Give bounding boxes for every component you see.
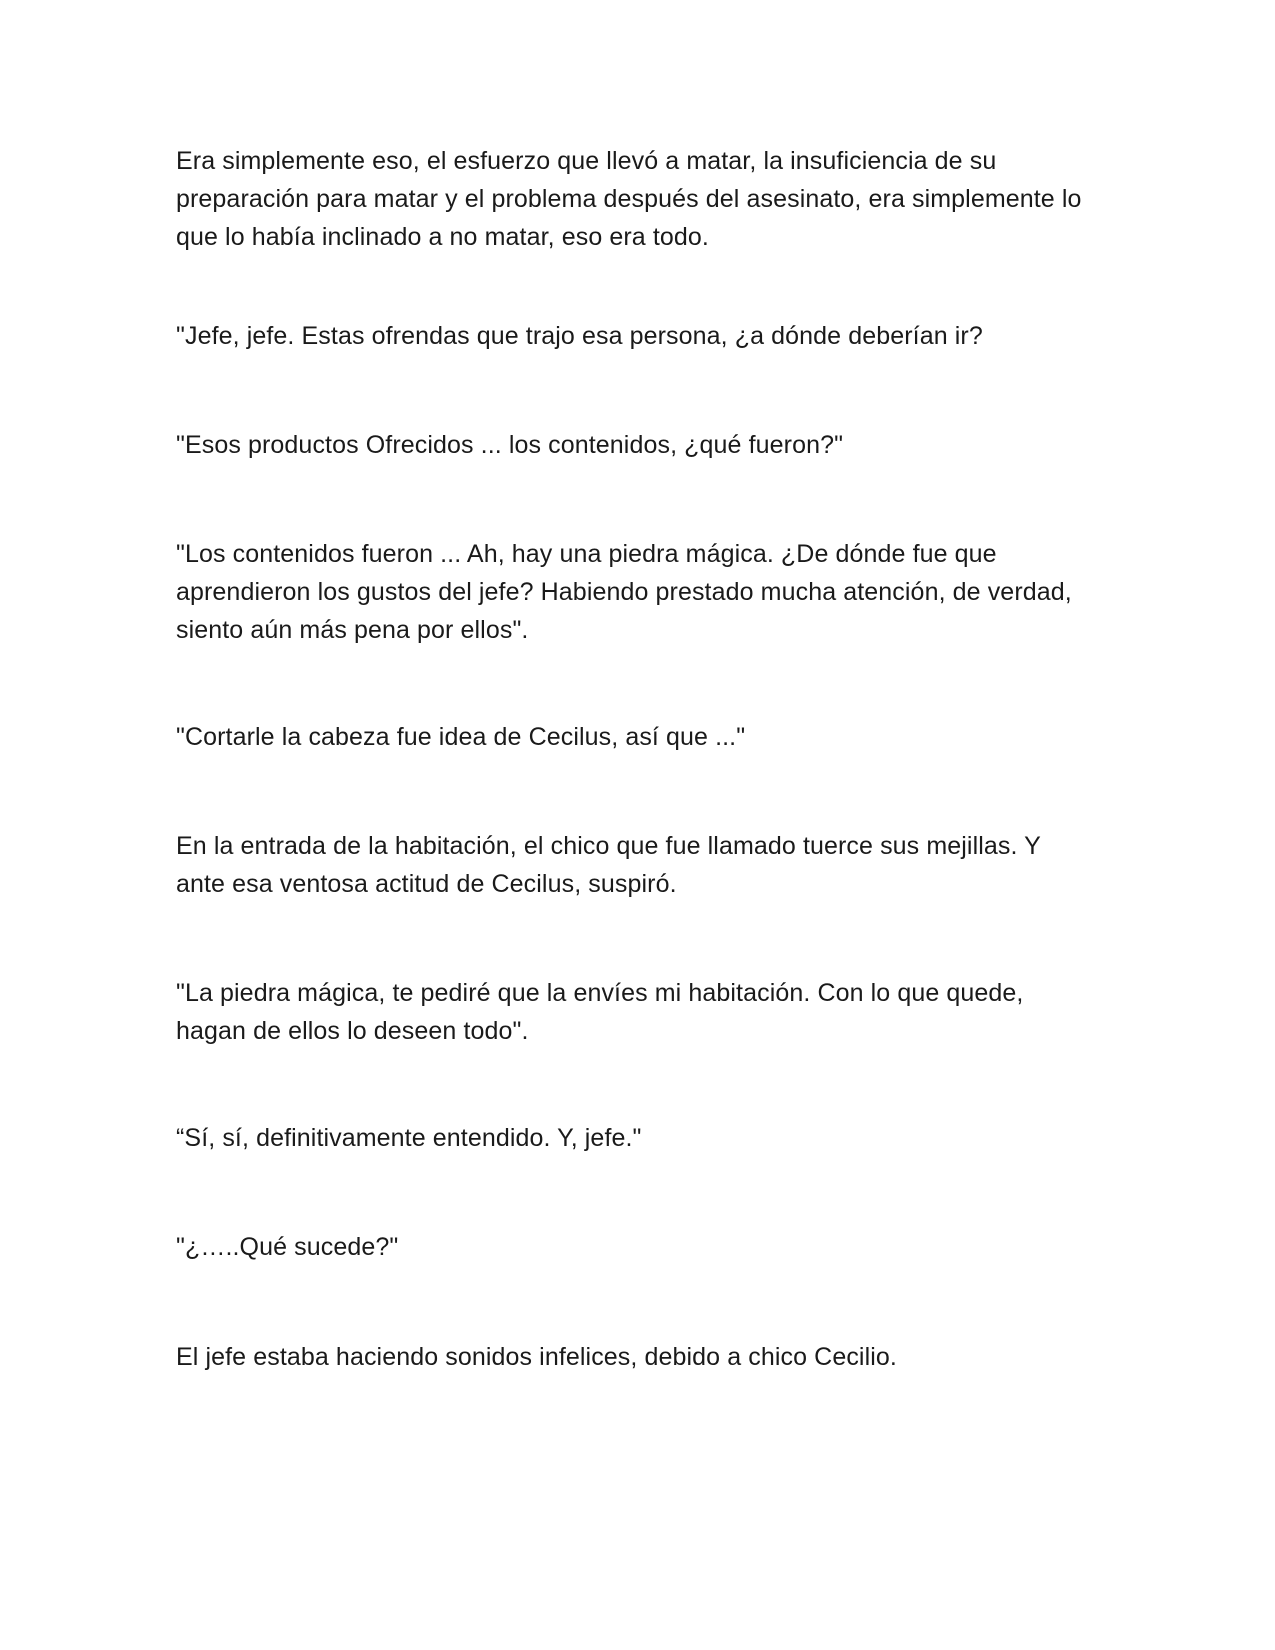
- paragraph-2: "Jefe, jefe. Estas ofrendas que trajo esa persona, ¿a dónde deberían ir?: [176, 322, 983, 350]
- paragraph-1: Era simplemente eso, el esfuerzo que llevó a matar, la insuficiencia de su preparación para matar y el problema después del asesinato, era simplemente lo que lo había inclinado a no matar, eso era todo.: [176, 147, 1082, 251]
- paragraph-3: "Esos productos Ofrecidos ... los contenidos, ¿qué fueron?": [176, 431, 844, 459]
- paragraph-8: “Sí, sí, definitivamente entendido. Y, jefe.": [176, 1124, 642, 1152]
- paragraph-10: El jefe estaba haciendo sonidos infelices, debido a chico Cecilio.: [176, 1343, 897, 1371]
- paragraph-9: "¿…..Qué sucede?": [176, 1233, 399, 1261]
- paragraph-7: "La piedra mágica, te pediré que la envíes mi habitación. Con lo que quede, hagan de ellos lo deseen todo".: [176, 979, 1024, 1045]
- paragraph-6: En la entrada de la habitación, el chico que fue llamado tuerce sus mejillas. Y ante esa ventosa actitud de Cecilus, suspiró.: [176, 832, 1041, 898]
- paragraph-4: "Los contenidos fueron ... Ah, hay una piedra mágica. ¿De dónde fue que aprendieron los gustos del jefe? Habiendo prestado mucha atención, de verdad, siento aún más pena por ellos".: [176, 540, 1072, 644]
- paragraph-5: "Cortarle la cabeza fue idea de Cecilus, así que ...": [176, 723, 746, 751]
